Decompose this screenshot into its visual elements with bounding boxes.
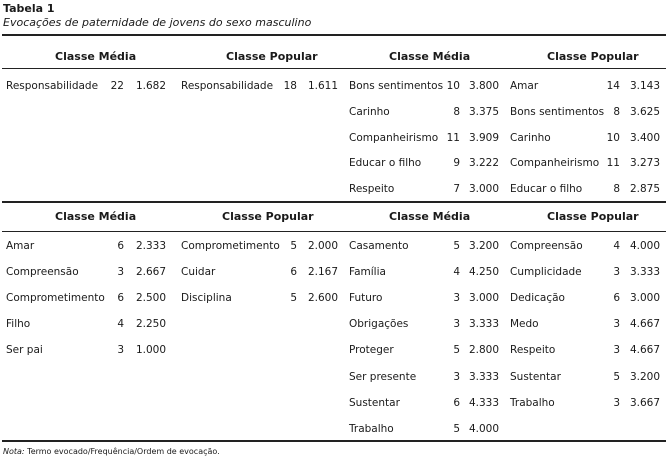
cell-term: Ser pai [6, 344, 43, 357]
cell-evocation-order: 2.333 [135, 240, 166, 252]
cell-frequency: 5 [290, 292, 297, 305]
cell-frequency: 9 [453, 157, 460, 170]
cell-evocation-order: 3.000 [468, 183, 499, 196]
cell-frequency: 10 [446, 80, 460, 92]
cell-evocation-order: 4.333 [468, 396, 499, 409]
bottom-rule [2, 440, 666, 442]
cell-frequency: 11 [606, 157, 620, 170]
cell-term: Responsabilidade [6, 80, 99, 92]
cell-evocation-order: 2.667 [135, 266, 166, 279]
cell-evocation-order: 2.600 [307, 292, 338, 305]
note-text: Termo evocado/Frequência/Ordem de evocação. [24, 447, 220, 456]
cell-term: Amar [6, 240, 35, 252]
cell-evocation-order: 4.667 [629, 318, 660, 331]
cell-frequency: 3 [453, 370, 460, 383]
cell-term: Proteger [349, 344, 394, 357]
cell-frequency: 3 [117, 344, 124, 357]
cell-evocation-order: 3.000 [629, 292, 660, 305]
cell-term: Disciplina [181, 292, 232, 305]
cell-term: Respeito [510, 344, 556, 357]
cell-evocation-order: 3.143 [629, 80, 660, 92]
cell-frequency: 3 [613, 344, 620, 357]
table-note [3, 447, 220, 456]
column-header: Classe Popular [547, 50, 639, 63]
cell-evocation-order: 2.250 [135, 318, 166, 331]
cell-evocation-order: 2.500 [135, 292, 166, 305]
cell-frequency: 4 [453, 266, 460, 279]
cell-term: Companheirismo [349, 131, 439, 144]
cell-term: Educar o filho [349, 157, 422, 170]
cell-evocation-order: 2.875 [629, 183, 660, 196]
cell-evocation-order: 1.000 [135, 344, 166, 357]
table-subtitle: Evocações de paternidade de jovens do sexo masculino [3, 16, 312, 29]
cell-term: Cuidar [181, 266, 216, 279]
cell-term: Sustentar [349, 396, 400, 409]
cell-term: Compreensão [6, 266, 79, 279]
cell-frequency: 18 [283, 80, 297, 92]
cell-term: Comprometimento [181, 240, 280, 252]
cell-frequency: 10 [606, 131, 620, 144]
cell-term: Educar o filho [510, 183, 583, 196]
cell-term: Carinho [349, 105, 390, 118]
cell-frequency: 3 [453, 292, 460, 305]
cell-evocation-order: 2.800 [468, 344, 499, 357]
top-rule [2, 34, 666, 36]
cell-frequency: 4 [117, 318, 124, 331]
cell-evocation-order: 4.000 [629, 240, 660, 252]
column-header: Classe Popular [547, 210, 639, 223]
cell-evocation-order: 3.333 [468, 318, 499, 331]
cell-frequency: 22 [110, 80, 124, 92]
cell-term: Bons sentimentos [510, 105, 605, 118]
block-separator-rule [2, 201, 666, 203]
cell-evocation-order: 2.000 [307, 240, 338, 252]
cell-term: Amar [510, 80, 539, 92]
cell-evocation-order: 3.273 [629, 157, 660, 170]
cell-frequency: 5 [613, 370, 620, 383]
cell-frequency: 5 [453, 422, 460, 435]
cell-evocation-order: 3.667 [629, 396, 660, 409]
cell-term: Dedicação [510, 292, 565, 305]
cell-evocation-order: 4.667 [629, 344, 660, 357]
cell-frequency: 5 [453, 240, 460, 252]
column-header: Classe Popular [222, 210, 314, 223]
cell-evocation-order: 3.000 [468, 292, 499, 305]
cell-frequency: 11 [446, 131, 460, 144]
cell-term: Carinho [510, 131, 551, 144]
cell-evocation-order: 3.222 [468, 157, 499, 170]
cell-term: Comprometimento [6, 292, 105, 305]
cell-term: Trabalho [349, 422, 394, 435]
cell-frequency: 5 [290, 240, 297, 252]
cell-frequency: 3 [453, 318, 460, 331]
column-header: Classe Média [55, 210, 137, 223]
cell-evocation-order: 3.375 [468, 105, 499, 118]
cell-evocation-order: 3.625 [629, 105, 660, 118]
cell-frequency: 3 [613, 318, 620, 331]
cell-term: Obrigações [349, 318, 409, 331]
cell-frequency: 3 [117, 266, 124, 279]
cell-frequency: 8 [613, 105, 620, 118]
table-title: Tabela 1 [3, 2, 55, 15]
column-header: Classe Média [389, 210, 471, 223]
cell-term: Bons sentimentos [349, 80, 444, 92]
cell-term: Família [349, 266, 386, 279]
column-header: Classe Popular [226, 50, 318, 63]
cell-frequency: 3 [613, 266, 620, 279]
cell-frequency: 6 [117, 240, 124, 252]
cell-term: Companheirismo [510, 157, 600, 170]
cell-term: Responsabilidade [181, 80, 274, 92]
cell-frequency: 8 [613, 183, 620, 196]
cell-term: Casamento [349, 240, 409, 252]
cell-frequency: 7 [453, 183, 460, 196]
cell-frequency: 14 [606, 80, 620, 92]
cell-evocation-order: 1.611 [307, 80, 338, 92]
cell-frequency: 4 [613, 240, 620, 252]
cell-evocation-order: 4.000 [468, 422, 499, 435]
cell-evocation-order: 4.250 [468, 266, 499, 279]
cell-evocation-order: 3.333 [629, 266, 660, 279]
cell-evocation-order: 3.800 [468, 80, 499, 92]
cell-evocation-order: 3.333 [468, 370, 499, 383]
column-header: Classe Média [55, 50, 137, 63]
cell-frequency: 6 [613, 292, 620, 305]
cell-term: Filho [6, 318, 31, 331]
cell-term: Compreensão [510, 240, 583, 252]
cell-term: Medo [510, 318, 539, 331]
cell-evocation-order: 1.682 [135, 80, 166, 92]
note-label: Nota: [3, 447, 25, 456]
cell-frequency: 8 [453, 105, 460, 118]
column-header: Classe Média [389, 50, 471, 63]
cell-evocation-order: 3.200 [629, 370, 660, 383]
cell-evocation-order: 2.167 [307, 266, 338, 279]
cell-term: Futuro [349, 292, 383, 305]
cell-evocation-order: 3.909 [468, 131, 499, 144]
cell-frequency: 6 [117, 292, 124, 305]
header-rule-1 [2, 68, 666, 69]
cell-frequency: 5 [453, 344, 460, 357]
cell-term: Sustentar [510, 370, 561, 383]
cell-frequency: 6 [290, 266, 297, 279]
cell-frequency: 3 [613, 396, 620, 409]
cell-term: Respeito [349, 183, 395, 196]
cell-term: Cumplicidade [510, 266, 582, 279]
cell-evocation-order: 3.400 [629, 131, 660, 144]
cell-evocation-order: 3.200 [468, 240, 499, 252]
header-rule-2 [2, 231, 666, 232]
cell-term: Trabalho [510, 396, 555, 409]
cell-frequency: 6 [453, 396, 460, 409]
cell-term: Ser presente [349, 370, 417, 383]
